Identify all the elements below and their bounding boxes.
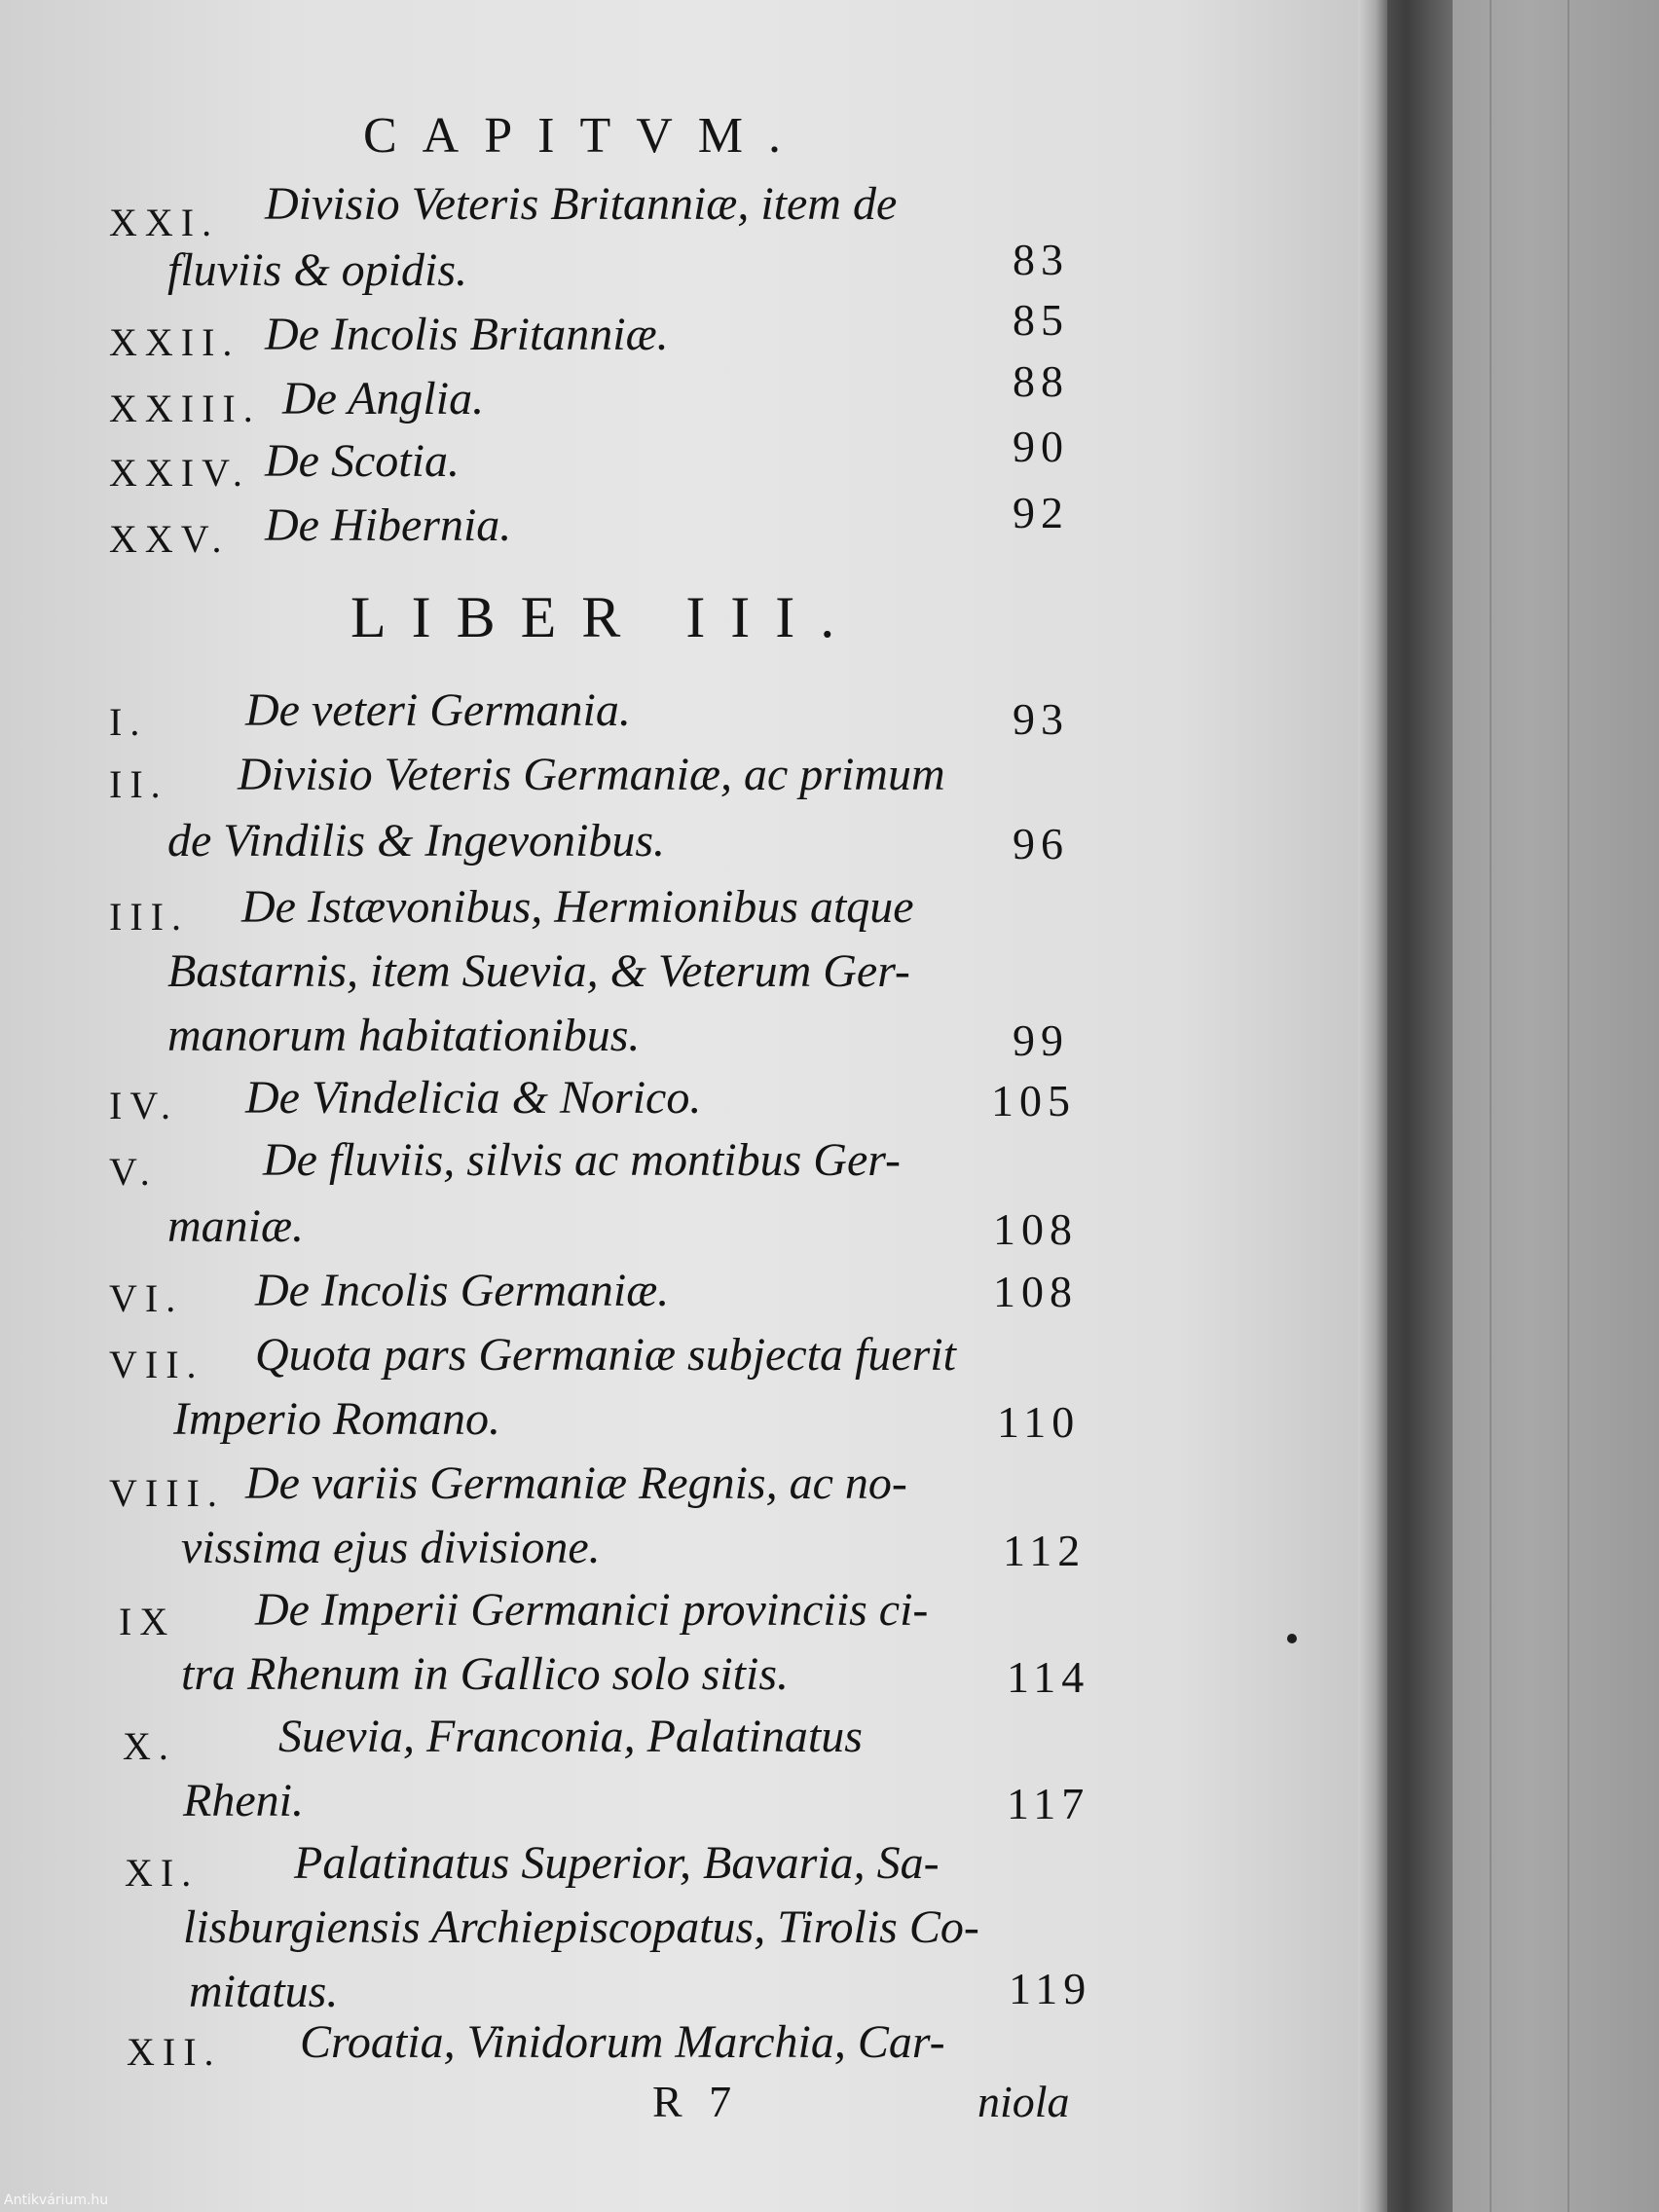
page-number: 110 (997, 1397, 1081, 1447)
chapter-title-line: vissima ejus divisione. (181, 1522, 601, 1573)
chapter-number: XII. (127, 2030, 222, 2074)
chapter-title-line: De Scotia. (265, 435, 460, 487)
chapter-number: XXII. (109, 320, 240, 364)
chapter-title-line: De veteri Germania. (245, 684, 631, 736)
chapter-number: III. (109, 895, 189, 939)
page-number: 96 (1013, 819, 1069, 868)
page-number: 88 (1013, 356, 1069, 406)
page-number: 85 (1013, 295, 1069, 345)
wood-grain (1490, 0, 1492, 2212)
chapter-title-line: Palatinatus Superior, Bavaria, Sa- (294, 1837, 940, 1889)
chapter-number: I. (109, 700, 148, 744)
chapter-title-line: Croatia, Vinidorum Marchia, Car- (300, 2016, 945, 2068)
page-number: 92 (1013, 488, 1069, 537)
liber-heading: LIBER III. (350, 585, 861, 649)
chapter-number: VI. (109, 1276, 184, 1320)
chapter-title-line: De Incolis Germaniæ. (255, 1265, 670, 1316)
chapter-title-line: Imperio Romano. (173, 1393, 500, 1445)
catchword: niola (977, 2077, 1070, 2126)
chapter-number: XXIV. (109, 451, 250, 495)
page-number: 119 (1009, 1964, 1092, 2013)
chapter-title-line: Suevia, Franconia, Palatinatus (278, 1711, 863, 1762)
chapter-title-line: Bastarnis, item Suevia, & Veterum Ger- (167, 945, 910, 997)
capitum-heading: CAPITVM. (363, 108, 807, 164)
chapter-title-line: De Hibernia. (265, 499, 512, 551)
page-number: 108 (993, 1204, 1078, 1254)
chapter-title-line: lisburgiensis Archiepiscopatus, Tirolis Co- (183, 1901, 979, 1953)
page-number: 105 (991, 1076, 1076, 1125)
page-number: 112 (1003, 1526, 1087, 1575)
chapter-number: XXI. (109, 201, 220, 244)
chapter-number: IX (119, 1600, 176, 1643)
chapter-title-line: manorum habitationibus. (167, 1010, 641, 1061)
chapter-title-line: maniæ. (167, 1200, 305, 1252)
chapter-title-line: De Vindelicia & Norico. (245, 1072, 702, 1124)
chapter-title-line: De Istævonibus, Hermionibus atque (241, 881, 914, 933)
chapter-title-line: Divisio Veteris Germaniæ, ac primum (238, 749, 945, 800)
page-number: 93 (1013, 694, 1069, 744)
page-number: 114 (1007, 1652, 1090, 1702)
chapter-title-line: De Anglia. (282, 373, 485, 424)
chapter-number: IV. (109, 1084, 179, 1127)
chapter-number: X. (123, 1724, 176, 1768)
chapter-title-line: Divisio Veteris Britanniæ, item de (265, 178, 898, 230)
page-number: 108 (993, 1267, 1078, 1316)
page-number: 83 (1013, 235, 1069, 284)
chapter-title-line: De variis Germaniæ Regnis, ac no- (245, 1457, 907, 1509)
chapter-title-line: tra Rhenum in Gallico solo sitis. (181, 1648, 789, 1700)
chapter-number: VII. (109, 1343, 204, 1386)
page-number: 117 (1007, 1779, 1090, 1828)
chapter-title-line: fluviis & opidis. (167, 244, 468, 296)
page-number: 90 (1013, 422, 1069, 471)
chapter-title-line: De Incolis Britanniæ. (265, 309, 669, 360)
chapter-number: XXV. (109, 517, 230, 561)
chapter-number: II. (109, 762, 168, 806)
signature-mark: R 7 (652, 2077, 740, 2126)
chapter-title-line: De Imperii Germanici provinciis ci- (255, 1584, 929, 1636)
chapter-title-line: De fluviis, silvis ac montibus Ger- (263, 1134, 901, 1186)
watermark: Antikvárium.hu (4, 2193, 109, 2208)
chapter-title-line: de Vindilis & Ingevonibus. (167, 815, 666, 866)
ink-spot (1287, 1634, 1297, 1643)
chapter-title-line: Rheni. (183, 1775, 304, 1826)
wood-grain (1567, 0, 1569, 2212)
chapter-number: XI. (125, 1851, 200, 1895)
page-number: 99 (1013, 1015, 1069, 1065)
chapter-title-line: Quota pars Germaniæ subjecta fuerit (255, 1329, 956, 1381)
chapter-title-line: mitatus. (189, 1966, 339, 2017)
chapter-number: XXIII. (109, 387, 261, 430)
chapter-number: VIII. (109, 1471, 225, 1515)
page-gutter-edge (1358, 0, 1387, 2212)
chapter-number: V. (109, 1150, 158, 1194)
